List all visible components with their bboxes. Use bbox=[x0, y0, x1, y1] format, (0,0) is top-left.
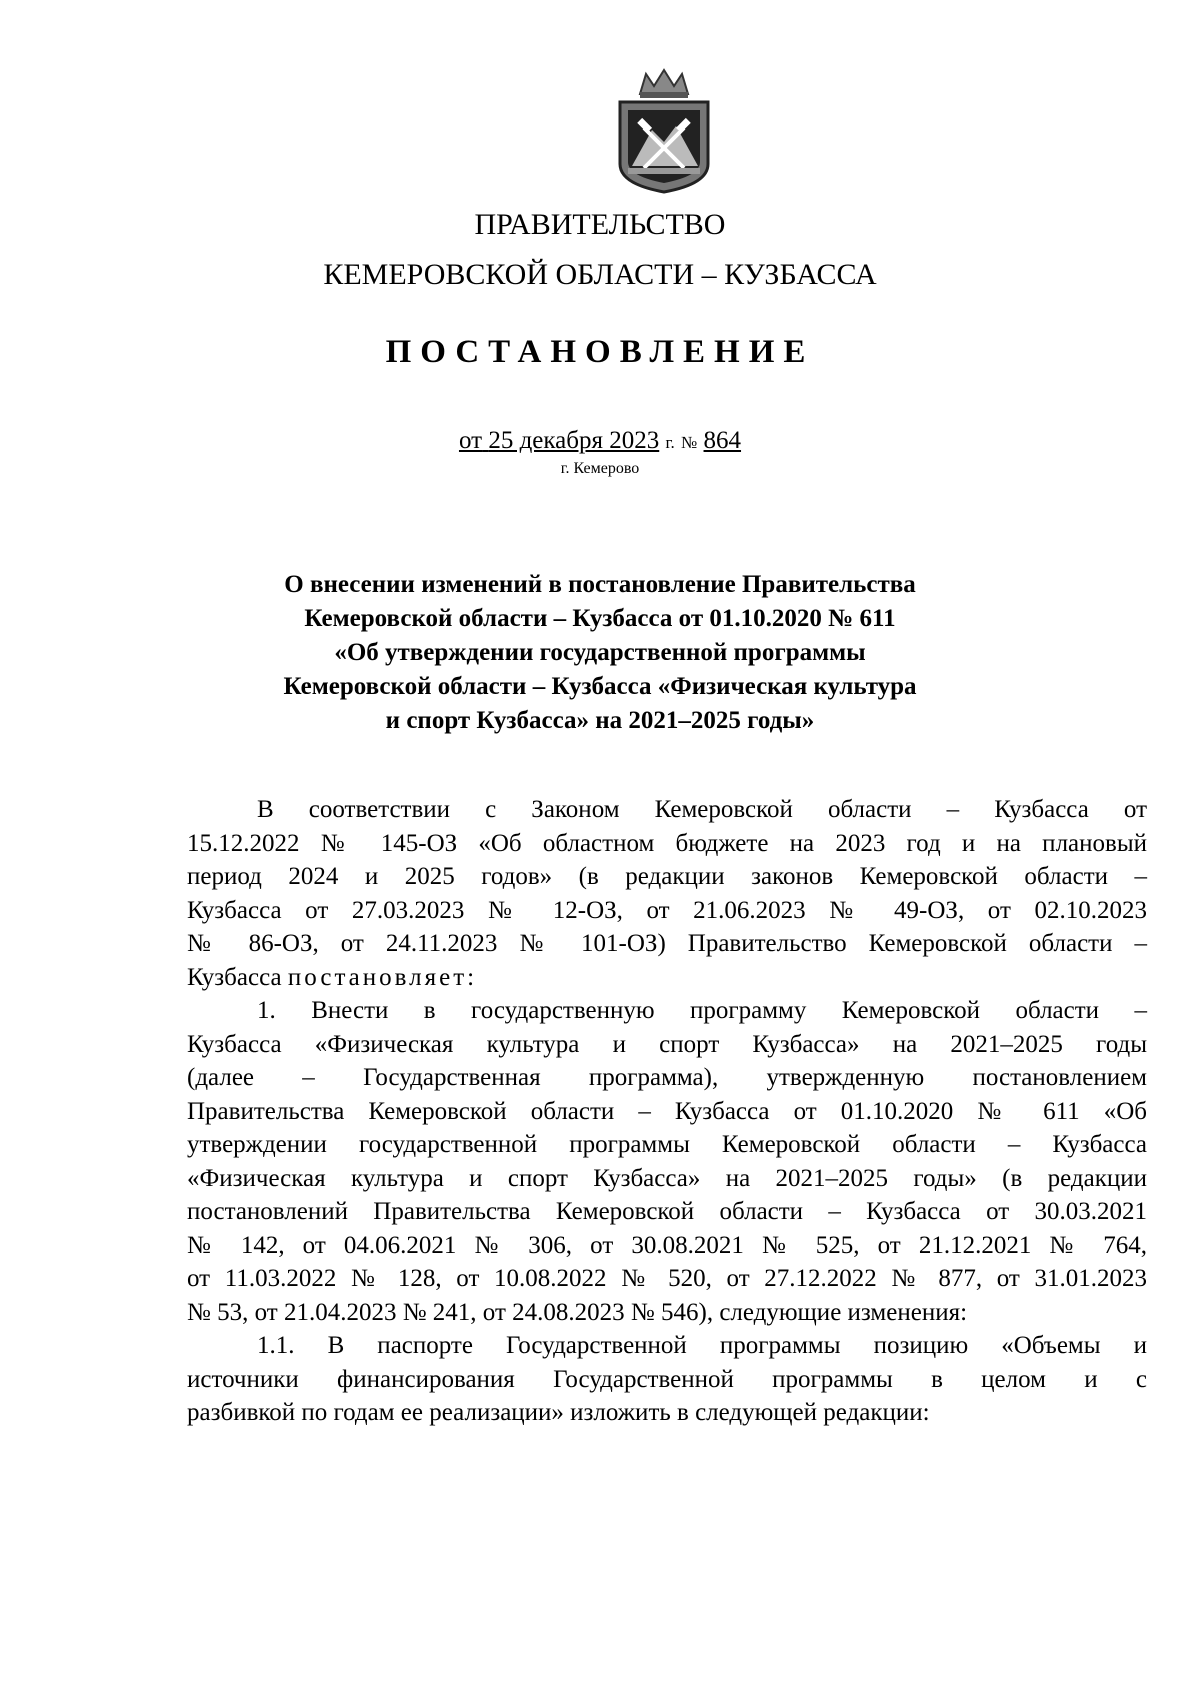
resolution-word: постановляет: bbox=[287, 963, 478, 991]
document-type-heading: ПОСТАНОВЛЕНИЕ bbox=[385, 334, 815, 370]
date-prefix: от bbox=[458, 427, 483, 454]
body-line: 1.1. В паспорте Государственной программы позицию «Объемы и bbox=[257, 1332, 1147, 1359]
body-line-text: Кузбасса bbox=[187, 963, 282, 991]
number-sign: № bbox=[681, 433, 698, 452]
body-line: период 2024 и 2025 годов» (в редакции законов Кемеровской области – bbox=[187, 863, 1147, 890]
body-line: источники финансирования Государственной программы в целом и с bbox=[187, 1365, 1147, 1393]
body-line: Кузбасса от 27.03.2023 № 12-ОЗ, от 21.06.2023 № 49-ОЗ, от 02.10.2023 bbox=[187, 896, 1147, 924]
coat-of-arms-emblem bbox=[610, 68, 718, 194]
body-line: Правительства Кемеровской области – Кузбасса от 01.10.2020 № 611 «Об bbox=[187, 1097, 1147, 1125]
body-line: (далее – Государственная программа), утвержденную постановлением bbox=[187, 1064, 1147, 1091]
body-line: № 142, от 04.06.2021 № 306, от 30.08.2021 № 525, от 21.12.2021 № 764, bbox=[187, 1231, 1147, 1259]
document-city: г. Кемерово bbox=[560, 460, 640, 477]
document-date-number bbox=[0, 427, 1200, 455]
body-line: В соответствии с Законом Кемеровской области – Кузбасса от bbox=[257, 796, 1147, 823]
document-number: 864 bbox=[703, 427, 742, 454]
body-line: № 86-ОЗ, от 24.11.2023 № 101-ОЗ) Правительство Кемеровской области – bbox=[187, 930, 1147, 957]
title-line: О внесении изменений в постановление Правительства bbox=[284, 571, 916, 598]
body-line bbox=[187, 961, 1147, 995]
document-date: 25 декабря 2023 bbox=[488, 427, 660, 454]
document-body bbox=[187, 793, 1147, 1430]
government-name-line1: ПРАВИТЕЛЬСТВО bbox=[474, 208, 726, 241]
title-line: «Об утверждении государственной программы bbox=[334, 639, 866, 666]
body-line: 15.12.2022 № 145-ОЗ «Об областном бюджете на 2023 год и на плановый bbox=[187, 829, 1147, 857]
body-line: № 53, от 21.04.2023 № 241, от 24.08.2023 № 546), следующие изменения: bbox=[187, 1298, 968, 1326]
year-suffix: г. bbox=[665, 433, 675, 452]
body-line: 1. Внести в государственную программу Кемеровской области – bbox=[257, 997, 1147, 1024]
document-title bbox=[150, 568, 1050, 738]
title-line: Кемеровской области – Кузбасса «Физическая культура bbox=[283, 673, 917, 700]
title-line: и спорт Кузбасса» на 2021–2025 годы» bbox=[385, 707, 815, 734]
government-name-line2: КЕМЕРОВСКОЙ ОБЛАСТИ – КУЗБАССА bbox=[323, 258, 877, 291]
body-line: «Физическая культура и спорт Кузбасса» на 2021–2025 годы» (в редакции bbox=[187, 1164, 1147, 1192]
body-line: постановлений Правительства Кемеровской области – Кузбасса от 30.03.2021 bbox=[187, 1198, 1147, 1225]
body-line: от 11.03.2022 № 128, от 10.08.2022 № 520, от 27.12.2022 № 877, от 31.01.2023 bbox=[187, 1265, 1147, 1292]
body-line: утверждении государственной программы Кемеровской области – Кузбасса bbox=[187, 1131, 1147, 1158]
title-line: Кемеровской области – Кузбасса от 01.10.2020 № 611 bbox=[304, 605, 896, 632]
body-line: Кузбасса «Физическая культура и спорт Кузбасса» на 2021–2025 годы bbox=[187, 1030, 1147, 1058]
body-line: разбивкой по годам ее реализации» изложить в следующей редакции: bbox=[187, 1399, 930, 1426]
